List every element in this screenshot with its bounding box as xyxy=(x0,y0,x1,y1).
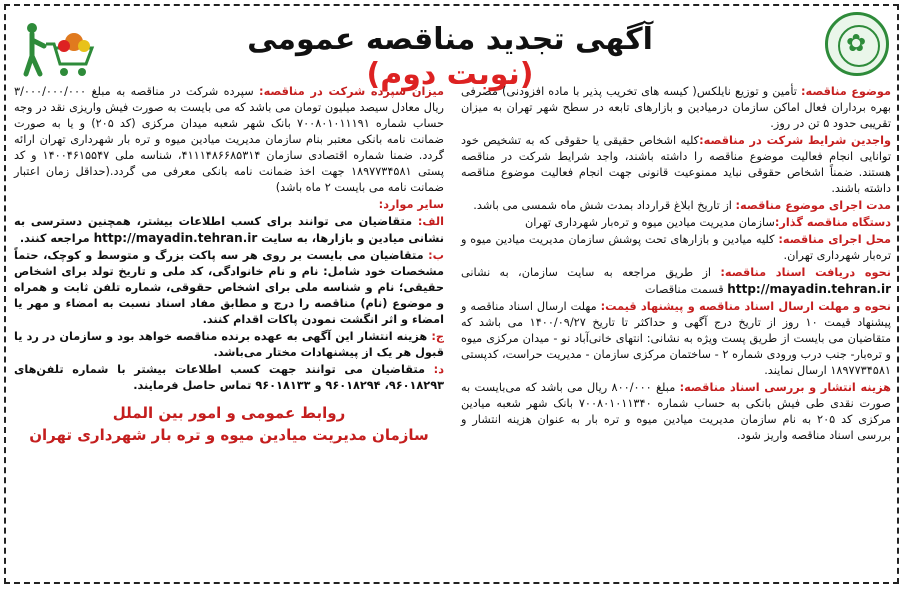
item-d: د: متقاضیان می توانند جهت کسب اطلاعات بیشتر با شماره تلفن‌های ۹۶۰۱۸۲۹۳، ۹۶۰۱۸۲۹۴ و ۹۶۰۱۸۱۳۳ تماس حاصل فرمایند. xyxy=(14,363,444,392)
header xyxy=(10,8,895,92)
other-items-heading: سایر موارد: xyxy=(378,198,444,211)
eligibility: واجدین شرایط شرکت در مناقصه:کلیه اشخاص حقیقی یا حقوقی که به تشخیص خود توانایی انجام فعالیت موضوع مناقصه را داشته باشند، واجد شرایط شرکت در مناقصه هستند. ضمناً اشخاص حقوقی نباید ممنوعیت قانونی جهت انجام فعالیت موضوع مناقصه داشته باشند. xyxy=(461,134,892,195)
footer-department: روابط عمومی و امور بین الملل xyxy=(112,404,346,422)
title-sub: (نوبت دوم) xyxy=(366,57,534,92)
publication-cost: هزینه انتشار و بررسی اسناد مناقصه: مبلغ ۸۰۰/۰۰۰ ریال می باشد که می‌بایست به صورت نقدی طی فیش بانکی به حساب شماره ۷۰۰۸۰۱۰۱۱۳۴۰ بانک شهر شعبه میادین مرکزی کد ۲۰۵ به نام سازمان مدیریت میادین میوه و تره بار به عنوان هزینه انتشار و بررسی اسناد مناقصه واریز شود. xyxy=(461,381,892,442)
item-a: الف: متقاضیان می توانند برای کسب اطلاعات بیشتر، همچنین دسترسی به نشانی میادین و بازارها، به سایت http://mayadin.tehran.ir مراجعه کنند. xyxy=(14,215,444,245)
page-title xyxy=(210,22,690,92)
footer-organization: سازمان مدیریت میادین میوه و تره بار شهرداری تهران xyxy=(29,426,429,444)
shopping-cart-icon xyxy=(20,18,100,82)
right-column xyxy=(461,84,891,580)
tender-organizer: دستگاه مناقصه گذار:سازمان مدیریت میادین میوه و تره‌بار شهرداری تهران xyxy=(524,216,891,229)
tender-subject: موضوع مناقصه: تأمین و توزیع نایلکس( کیسه های تخریب پذیر با ماده افزودنی) مصرفی بهره برداران فعال اماکن سازمان درمیادین و بازارهای تابعه در سطح شهر تهران به میزان تقریبی حدود ۵ تن در روز. xyxy=(461,85,891,130)
deposit-amount: میزان سپرده شرکت در مناقصه: سپرده شرکت در مناقصه به مبلغ ۳/۰۰۰/۰۰۰/۰۰۰ ریال معادل سیصد میلیون تومان می باشد که می بایست به صورت فیش واریزی نقد در وجه حساب شماره ۷۰۰۸۰۱۰۱۱۱۹۱ بانک شهر شعبه میدان مرکزی (کد ۲۰۵) و یا به صورت ضمانت نامه بانکی معتبر بنام سازمان مدیریت میادین میوه و تره بار شهرداری تهران ارائه گردد. ضمنا شماره اقتصادی سازمان ۴۱۱۱۴۸۶۶۸۵۳۱۴، شناسه ملی ۱۴۰۰۴۶۱۵۵۴۷ و کد پستی ۱۸۹۷۷۳۴۵۸۱ جهت اخذ ضمانت نامه بانکی معرفی می گردد.(حداقل زمان اعتبار ضمانت نامه می بایست ۲ ماه باشد) xyxy=(14,85,444,194)
submission-deadline: نحوه و مهلت ارسال اسناد مناقصه و پیشنهاد قیمت: مهلت ارسال اسناد مناقصه و پیشنهاد قیمت ۱۰ روز از تاریخ درج آگهی و حداکثر تا تاریخ ۱۴۰۰/۰۹/۲۷ می باشد که متقاضیان می بایست از طریق پست ویژه به نشانی: انتهای خانی‌آباد نو - میدان مرکزی میوه و تره‌بار- جنب درب ورودی شماره ۲ - ساختمان مرکزی سازمان - مدیریت حراست، کدپستی ۱۸۹۷۷۳۴۵۸۱ ارسال نمایند. xyxy=(461,300,892,377)
document-retrieval: نحوه دریافت اسناد مناقصه: از طریق مراجعه به سایت سازمان، به نشانی http://mayadin.tehran.ir قسمت مناقصات xyxy=(461,266,892,296)
duration: مدت اجرای موضوع مناقصه: از تاریخ ابلاغ قرارداد بمدت شش ماه شمسی می باشد. xyxy=(473,199,891,212)
execution-location: محل اجرای مناقصه: کلیه میادین و بازارهای تحت پوشش سازمان مدیریت میادین میوه و تره‌بار شهرداری تهران. xyxy=(461,233,891,262)
left-column xyxy=(14,84,444,580)
mayadin-site-link[interactable]: http://mayadin.tehran.ir xyxy=(93,231,258,245)
item-c: ج: هزینه انتشار این آگهی به عهده برنده مناقصه خواهد بود و سازمان در رد یا قبول هر یک از پیشنهادات مختار می‌باشد. xyxy=(14,330,444,359)
title-main: آگهی تجدید مناقصه عمومی xyxy=(247,22,653,57)
mayadin-link[interactable]: http://mayadin.tehran.ir xyxy=(727,282,891,296)
municipality-logo xyxy=(825,12,889,76)
signature-block xyxy=(14,402,444,446)
item-b: ب: متقاضیان می بایست بر روی هر سه پاکت بزرگ و متوسط و کوچک، حتماً مشخصات خود شامل: نام و نام خانوادگی، کد ملی و تاریخ تولد برای اشخاص حقیقی؛ نام و شناسه ملی برای اشخاص حقوقی، شماره تلفن ثابت و همراه و موضوع (نام) مناقصه را درج و مطابق مفاد اسناد نسبت به امضاء و مهر یا امضاء و اثر انگشت نمودن پاکات اقدام کنند. xyxy=(14,249,444,326)
